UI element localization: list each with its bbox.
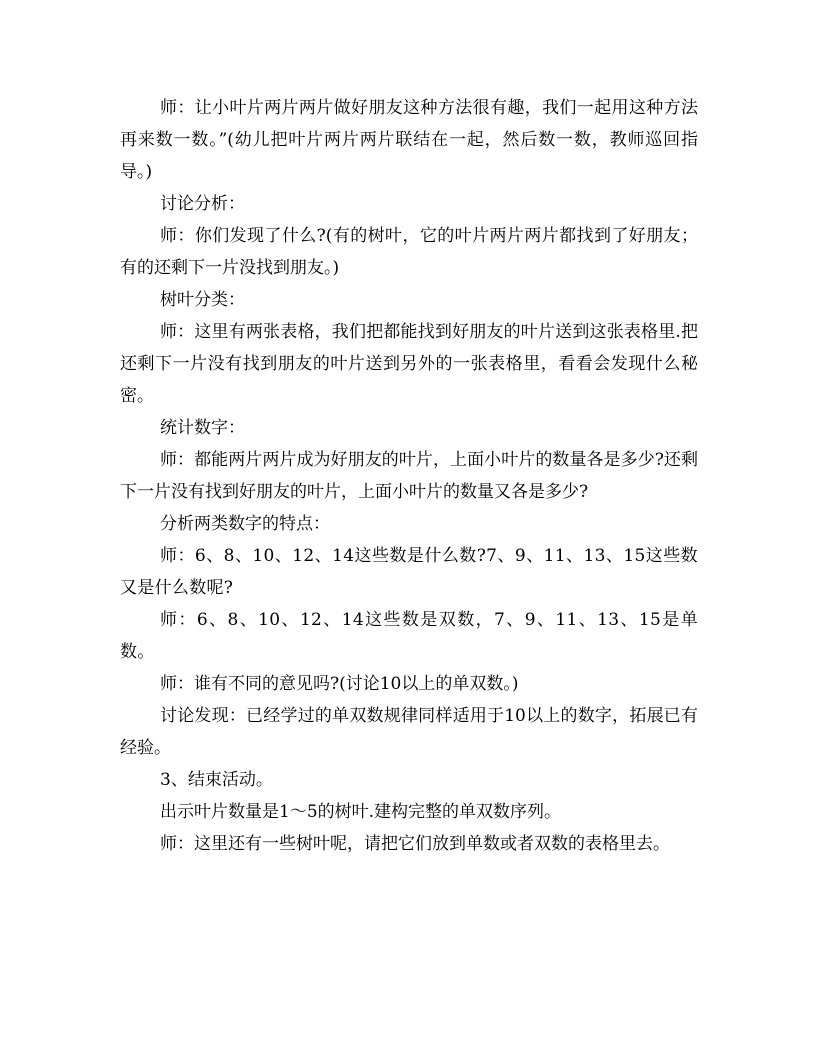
paragraph-teacher-method: 师：让小叶片两片两片做好朋友这种方法很有趣，我们一起用这种方法再来数一数。”(幼儿把叶片两片两片联结在一起，然后数一数，教师巡回指导。) [120,98,698,182]
heading-analyze-number-types: 分析两类数字的特点： [160,514,330,534]
paragraph-teacher-final: 师：这里还有一些树叶呢，请把它们放到单数或者双数的表格里去。 [160,834,670,854]
paragraph-teacher-question-numbers: 师：6、8、10、12、14这些数是什么数?7、9、11、13、15这些数又是什么数呢? [120,546,698,598]
paragraph-show-leaves: 出示叶片数量是1～5的树叶.建构完整的单双数序列。 [160,802,562,822]
heading-discussion-analysis: 讨论分析： [160,194,245,214]
heading-leaf-classification: 树叶分类： [160,290,245,310]
paragraph-teacher-opinions: 师：谁有不同的意见吗?(讨论10以上的单双数。) [160,674,519,694]
paragraph-teacher-tables: 师：这里有两张表格，我们把都能找到好朋友的叶片送到这张表格里.把还剩下一片没有找到朋友的叶片送到另外的一张表格里，看看会发现什么秘密。 [120,322,698,406]
paragraph-teacher-discovery: 师：你们发现了什么?(有的树叶，它的叶片两片两片都找到了好朋友；有的还剩下一片没找到朋友。) [120,226,698,278]
paragraph-teacher-counting: 师：都能两片两片成为好朋友的叶片，上面小叶片的数量各是多少?还剩下一片没有找到好朋友的叶片，上面小叶片的数量又各是多少? [120,450,698,502]
paragraph-teacher-odd-even: 师：6、8、10、12、14这些数是双数，7、9、11、13、15是单数。 [120,610,698,662]
document-body [120,92,698,860]
heading-count-numbers: 统计数字： [160,418,245,438]
paragraph-discussion-findings: 讨论发现：已经学过的单双数规律同样适用于10以上的数字，拓展已有经验。 [120,706,698,758]
heading-end-activity: 3、结束活动。 [160,770,273,790]
